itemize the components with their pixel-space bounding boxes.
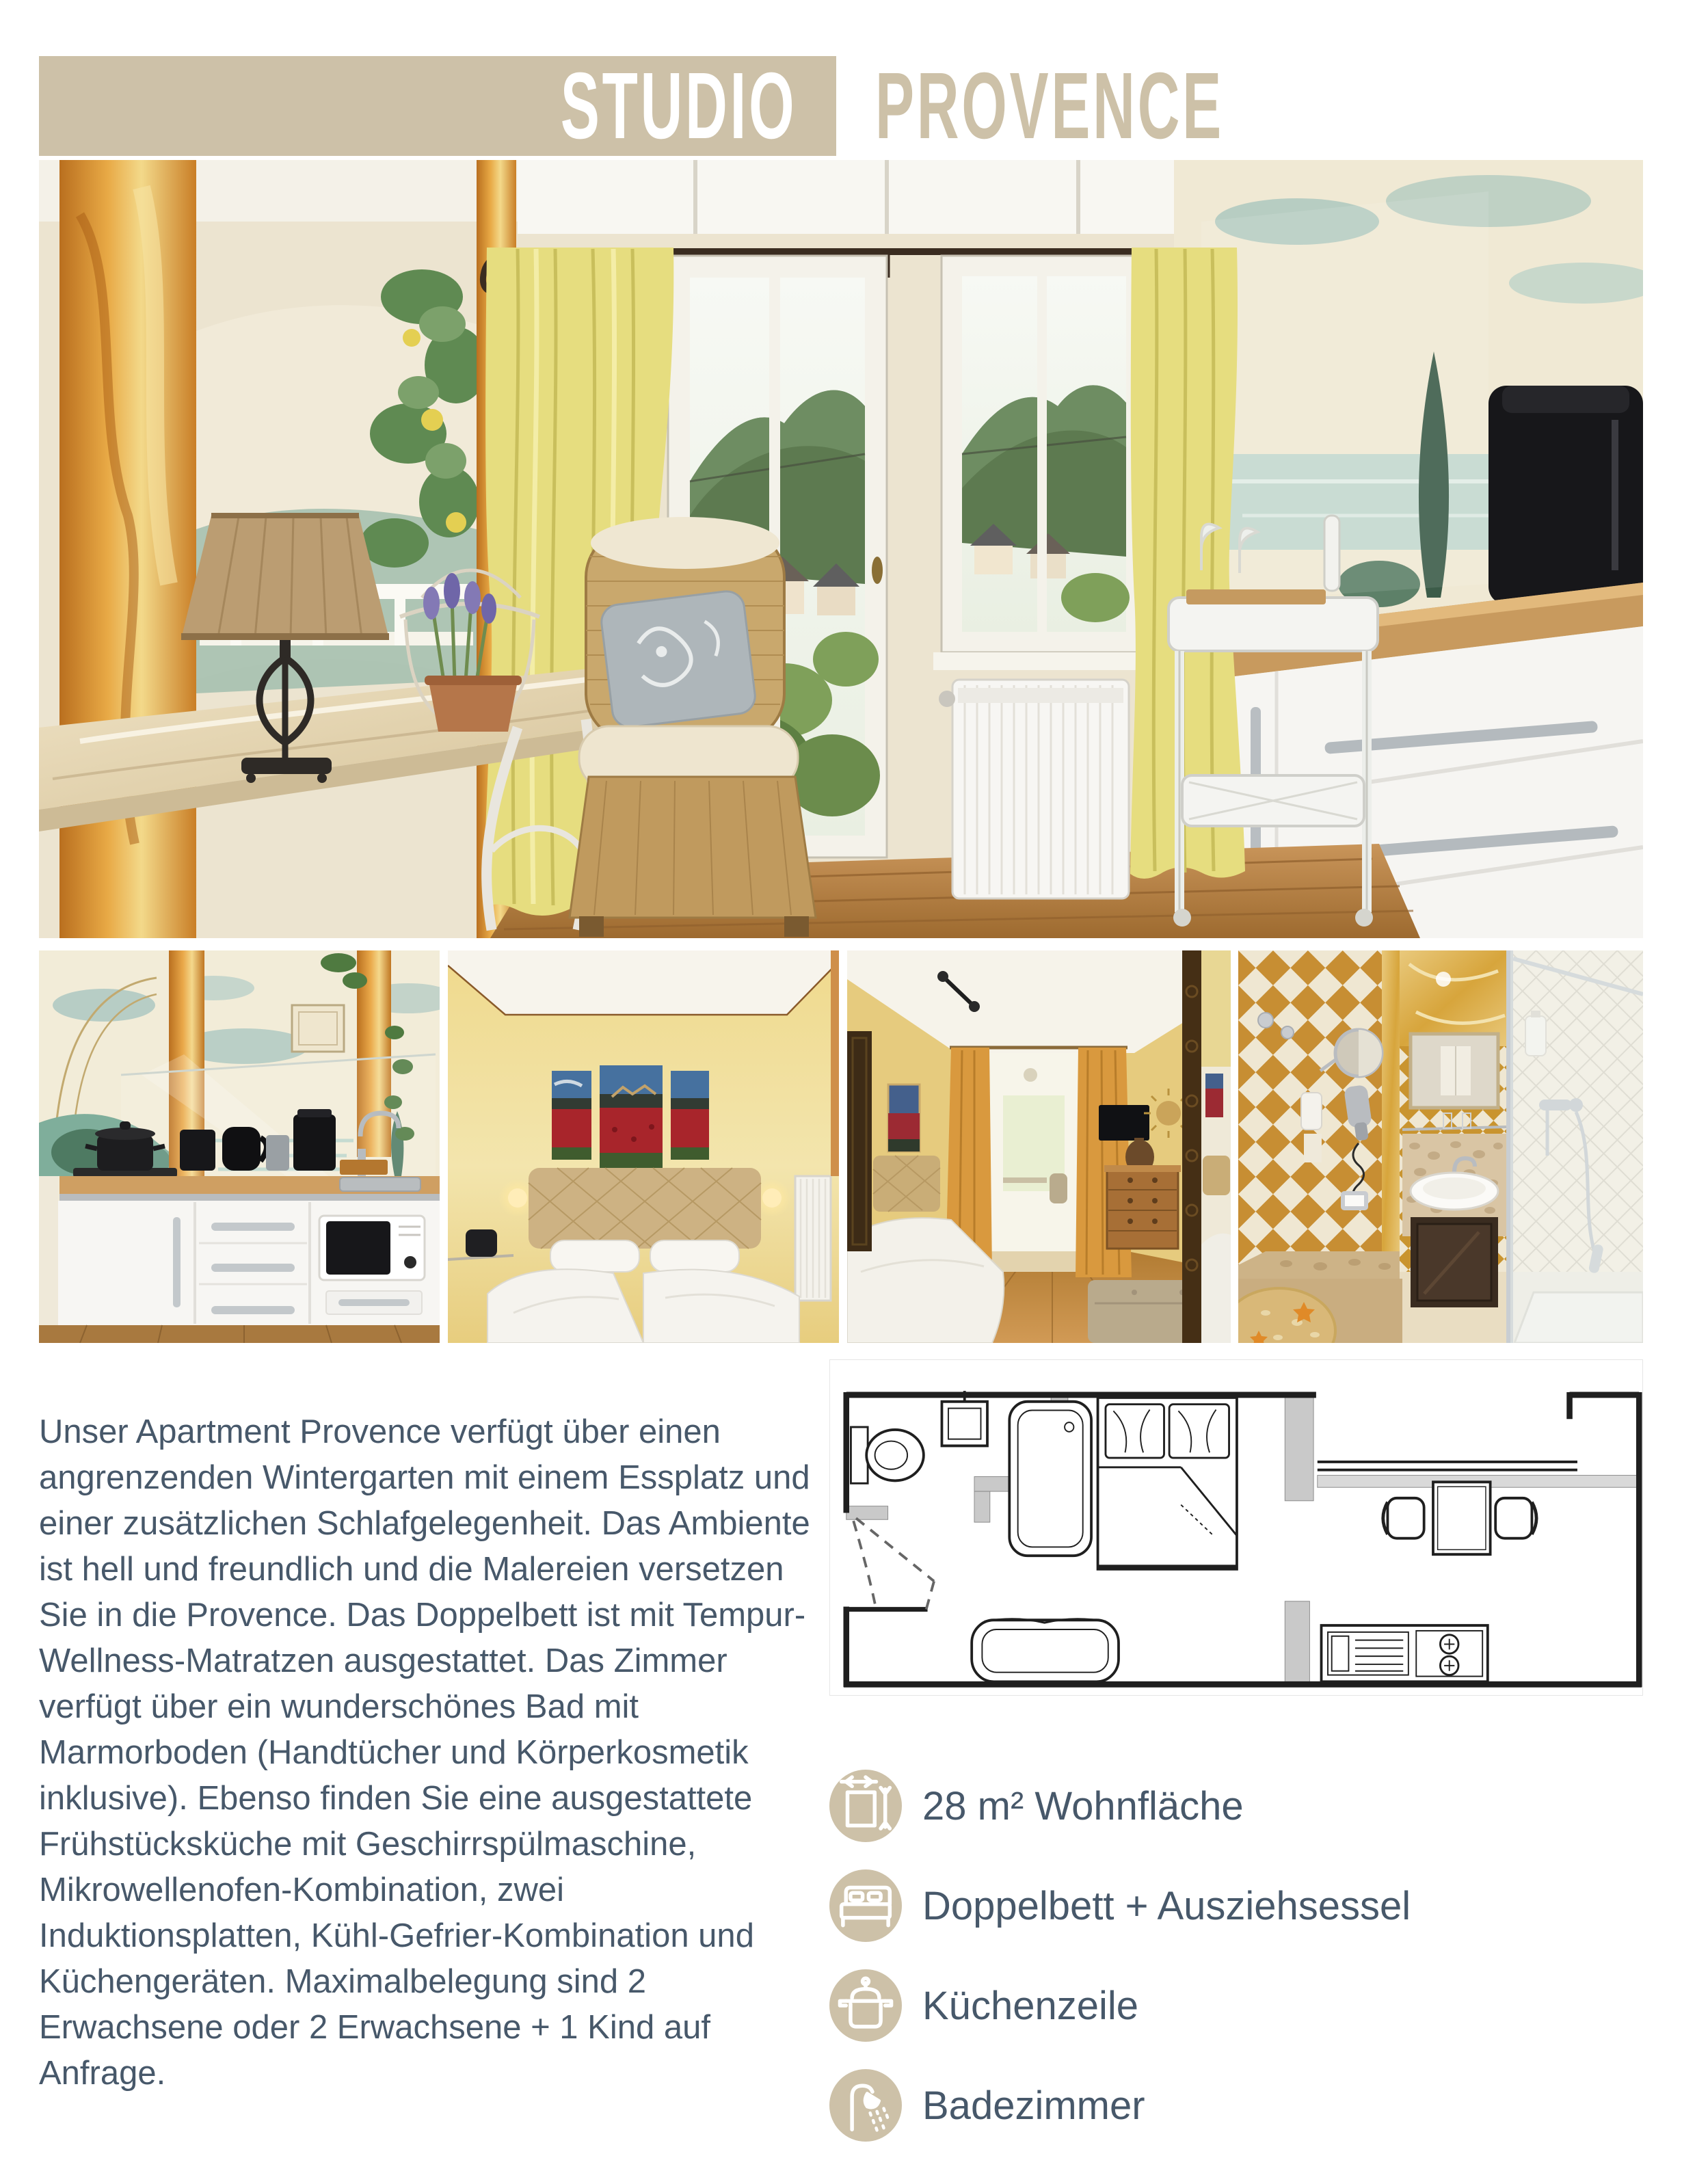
shower [1506,950,1643,1343]
thumb-room-photo [847,950,1231,1343]
thumb-bathroom-photo [1238,950,1643,1343]
amenity-row-bed [829,1869,1411,1942]
amenity-row-kitchen [829,1969,1411,2042]
title-band [39,53,836,159]
floor-plan [829,1359,1643,1696]
dresser [1104,1165,1181,1249]
thumb-bedroom-photo [448,950,839,1343]
poppy-triptych [552,1065,709,1168]
amenity-row-bathroom [829,2069,1411,2142]
amenity-label: Badezimmer [922,2083,1145,2128]
amenities-list [829,1770,1411,2169]
cooking-pot-icon [829,1969,902,2042]
page-title-primary: STUDIO [560,53,797,159]
window-2 [933,256,1155,670]
amenity-label: Doppelbett + Ausziehsessel [922,1883,1411,1928]
floor-area-icon [829,1770,902,1842]
hero-photo-wintergarten [39,160,1643,938]
shower-icon [829,2069,902,2142]
amenity-row-area [829,1770,1411,1842]
page-title-secondary: PROVENCE [875,53,1224,159]
amenity-label: 28 m² Wohnfläche [922,1783,1244,1828]
tufted-headboard [529,1168,761,1249]
radiator [939,680,1129,898]
description-paragraph: Unser Apartment Provence verfügt über einen angrenzenden Wintergarten mit einem Essplatz und einer zusätzlichen Schlafgelegenheit. Das Ambiente ist hell und freundlich und die Malereien versetzen Sie in die Provence. Das Doppelbett ist mit Tempur-Wellness-Matratzen ausgestattet. Das Zimmer verfügt über ein wunderschönes Bad mit Marmorboden (Handtücher und Körperkosmetik inklusive). Ebenso finden Sie eine ausgestattete Frühstücksküche mit Geschirrspülmaschine, Mikrowellenofen-Kombination, zwei Induktionsplatten, Kühl-Gefrier-Kombination und Küchengeräten. Maximalbelegung sind 2 Erwachsene oder 2 Erwachsene + 1 Kind auf Anfrage. [39,1413,810,2092]
double-bed-icon [829,1869,902,1942]
thumb-kitchen-photo [39,950,440,1343]
amenity-label: Küchenzeile [922,1983,1138,2028]
